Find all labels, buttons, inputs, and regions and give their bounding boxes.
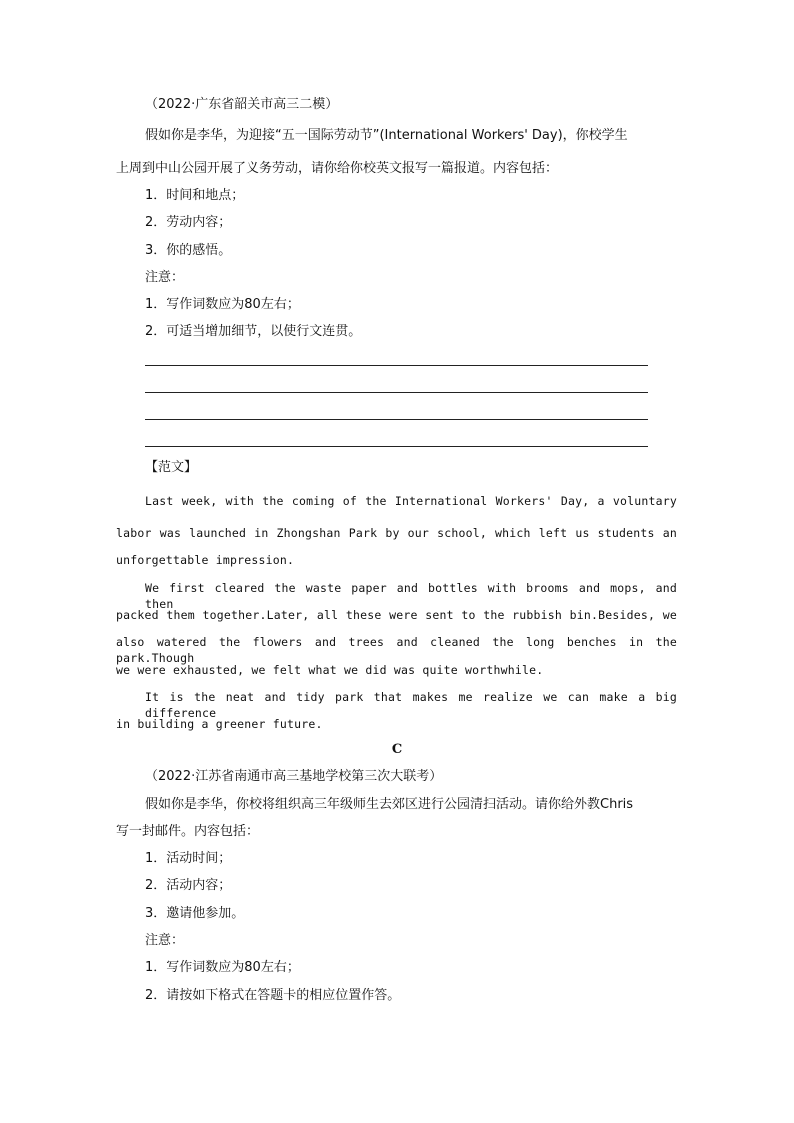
sample-line-6: also watered the flowers and trees and cleaned the long benches in the park.Though [116, 635, 677, 665]
note-item-2: 2．可适当增加细节，以使行文连贯。 [145, 324, 362, 339]
note-c-item-1: 1．写作词数应为80左右； [145, 960, 300, 975]
source-citation-1: （2022·广东省韶关市高三二模） [145, 97, 339, 112]
prompt-line-2: 上周到中山公园开展了义务劳动，请你给你校英文报写一篇报道。内容包括： [116, 161, 559, 176]
source-citation-2: （2022·江苏省南通市高三基地学校第三次大联考） [145, 769, 443, 784]
prompt-c-line-1: 假如你是李华，你校将组织高三年级师生去郊区进行公园清扫活动。请你给外教Chris [145, 797, 634, 812]
note-c-label: 注意： [145, 933, 185, 948]
prompt-c-line-2: 写一封邮件。内容包括： [116, 824, 260, 839]
answer-line-4 [145, 446, 648, 447]
content-c-item-2: 2．活动内容； [145, 878, 232, 893]
sample-line-1: Last week, with the coming of the International Workers' Day, a voluntary [145, 494, 677, 508]
answer-line-2 [145, 392, 648, 393]
sample-line-3: unforgettable impression. [116, 553, 295, 567]
sample-line-9: in building a greener future. [116, 717, 323, 731]
answer-line-1 [145, 365, 648, 366]
content-c-item-1: 1．活动时间； [145, 851, 232, 866]
sample-line-4: We first cleared the waste paper and bottles with brooms and mops, and then [145, 581, 677, 611]
note-label: 注意： [145, 270, 185, 285]
sample-essay-label: 【范文】 [145, 460, 198, 475]
note-item-1: 1．写作词数应为80左右； [145, 297, 300, 312]
sample-line-8: It is the neat and tidy park that makes me realize we can make a big difference [145, 690, 677, 720]
content-item-2: 2．劳动内容； [145, 215, 232, 230]
sample-line-2: labor was launched in Zhongshan Park by our school, which left us students an [116, 526, 677, 540]
note-c-item-2: 2．请按如下格式在答题卡的相应位置作答。 [145, 988, 401, 1003]
answer-line-3 [145, 419, 648, 420]
prompt-line-1: 假如你是李华，为迎接“五一国际劳动节”(International Workers' Day)，你校学生 [145, 128, 628, 143]
section-heading-c: C [391, 742, 403, 757]
sample-line-7: we were exhausted, we felt what we did was quite worthwhile. [116, 663, 544, 677]
content-c-item-3: 3．邀请他参加。 [145, 906, 245, 921]
content-item-1: 1．时间和地点； [145, 188, 245, 203]
sample-line-5: packed them together.Later, all these were sent to the rubbish bin.Besides, we [116, 608, 677, 622]
content-item-3: 3．你的感悟。 [145, 243, 232, 258]
